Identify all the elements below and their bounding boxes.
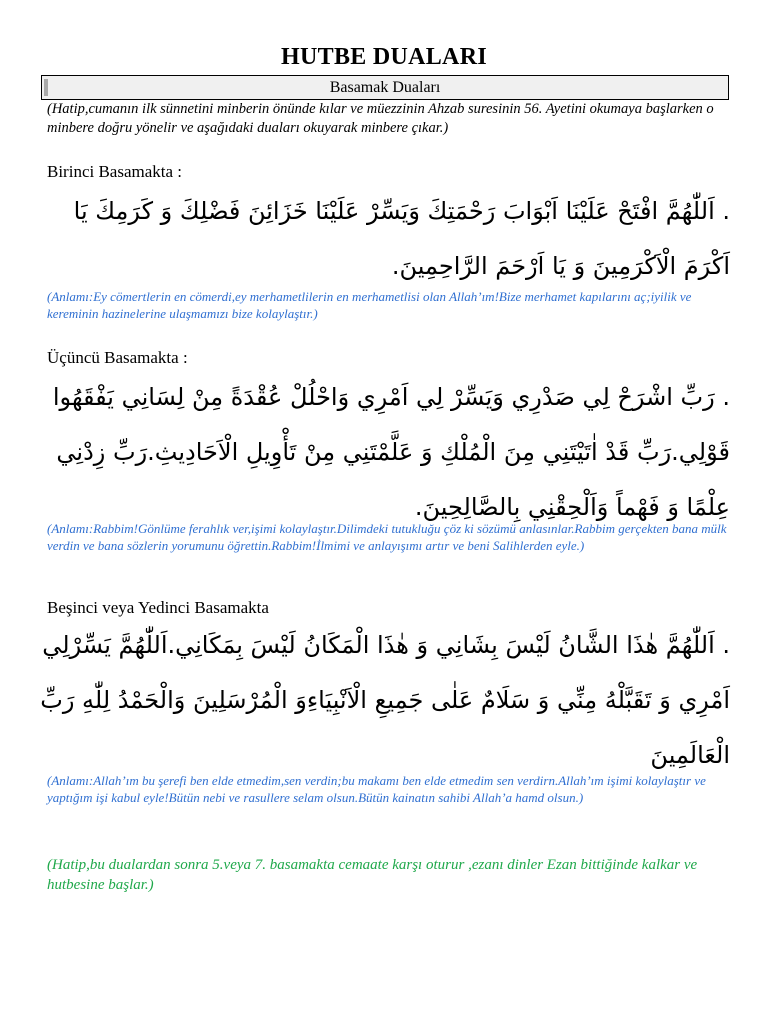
- subtitle-text: Basamak Duaları: [329, 79, 441, 96]
- subtitle-marker: [44, 79, 48, 96]
- section-1-arabic-prayer: . اَللّٰهُمَّ افْتَحْ عَلَيْنَا اَبْوَابَ رَحْمَتِكَ وَيَسِّرْ عَلَيْنَا خَزَائِنَ فَضْلِكَ وَ كَرَمِكَ يَا اَكْرَمَ الْاَكْرَمِينَ وَ يَا اَرْحَمَ الرَّاحِمِينَ.: [73, 197, 730, 280]
- section-3-arabic-prayer: . اَللّٰهُمَّ هٰذَا الشَّانُ لَيْسَ بِشَانِي وَ هٰذَا الْمَكَانُ لَيْسَ بِمَكَانِي.اَللّٰهُمَّ يَسِّرْلِي اَمْرِي وَ تَقَبَّلْهُ مِنِّي وَ سَلَامٌ عَلٰى جَمِيعِ الْاَنْبِيَاءِوَ الْمُرْسَلِينَ وَالْحَمْدُ لِلّٰهِ رَبِّ الْعَالَمِينَ: [40, 631, 730, 769]
- section-2-arabic-prayer: . رَبِّ اشْرَحْ لِي صَدْرِي وَيَسِّرْ لِي اَمْرِي وَاحْلُلْ عُقْدَةً مِنْ لِسَانِي يَفْقَهُوا قَوْلِي.رَبِّ قَدْ اٰتَيْتَنِي مِنَ الْمُلْكِ وَ عَلَّمْتَنِي مِنْ تَأْوِيلِ الْاَحَادِيثِ.رَبِّ زِدْنِي عِلْمًا وَ فَهْماً وَاَلْحِقْنِي بِالصَّالِحِينَ.: [52, 383, 730, 521]
- section-2-heading: Üçüncü Basamakta :: [47, 348, 188, 367]
- section-2-meaning: (Anlamı:Rabbim!Gönlüme ferahlık ver,işimi kolaylaştır.Dilimdeki tutukluğu çöz ki sözümü anlasınlar.Rabbim gerçekten bana mülk verdin ve bana sözlerin yorumunu öğrettin.Rabbim!İlmimi ve anlayışımı artır ve beni Salihlerden eyle.): [47, 521, 727, 553]
- section-1-heading: Birinci Basamakta :: [47, 162, 183, 181]
- section-3-meaning: (Anlamı:Allah’ım bu şerefi ben elde etmedim,sen verdin;bu makamı ben elde etmedim sen verdirn.Allah’ım işimi kolaylaştır ve yaptığım işi kabul eyle!Bütün nebi ve rasullere selam olsun.Bütün kainatın sahibi Allah’a hamd olsun.): [47, 773, 706, 805]
- closing-note: (Hatip,bu dualardan sonra 5.veya 7. basamakta cemaate karşı oturur ,ezanı dinler Ezan bittiğinde kalkar ve hutbesine başlar.): [47, 857, 698, 893]
- intro-paragraph: (Hatip,cumanın ilk sünnetini minberin önünde kılar ve müezzinin Ahzab suresinin 56. Ayetini okumaya başlarken o minbere doğru yönelir ve aşağıdaki duaları okuyarak minbere çıkar.): [47, 101, 714, 136]
- section-1-meaning: (Anlamı:Ey cömertlerin en cömerdi,ey merhametlilerin en merhametlisi olan Allah’ım!Bize merhamet kapılarını aç;iyilik ve kereminin hazinelerine ulaşmamızı bize kolaylaştır.): [47, 289, 692, 321]
- document-title: HUTBE DUALARI: [281, 44, 487, 70]
- subtitle-box: [41, 75, 729, 100]
- section-3-heading: Beşinci veya Yedinci Basamakta: [47, 598, 269, 617]
